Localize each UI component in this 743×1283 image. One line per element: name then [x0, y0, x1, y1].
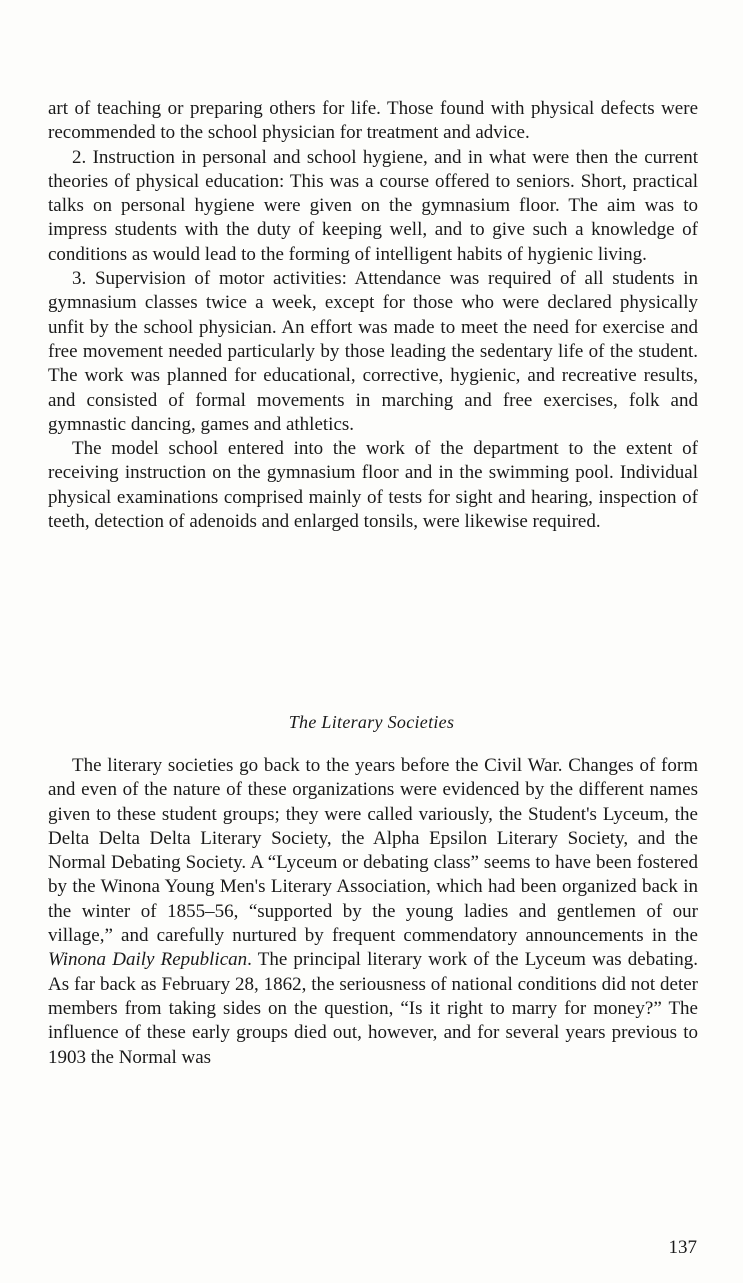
- literary-text-part-2: . The principal literary work of the Lyceum was debating. As far back as February 28, 1862, the seriousness of national conditions did not deter members from taking sides on the question, “Is it right to marry for money?” The influence of these early groups died out, however, and for several years previous to 1903 the Normal was: [48, 949, 698, 1068]
- newspaper-title: Winona Daily Republican: [48, 949, 248, 971]
- section-heading-literary-societies: The Literary Societies: [288, 712, 455, 732]
- literary-text-part-1: The literary societies go back to the years before the Civil War. Changes of form and even of the nature of these organizations were evidenced by the different names given to these student groups; they were called variously, the Student's Lyceum, the Delta Delta Delta Literary Society, the Alpha Epsilon Literary Society, and the Normal Debating Society. A “Lyceum or debating class” seems to have been fostered by the Winona Young Men's Literary Association, which had been organized back in the winter of 1855–56, “supported by the young ladies and gentlemen of our village,” and carefully nurtured by frequent commendatory announcements in the: [48, 755, 698, 947]
- physical-education-section: [48, 97, 698, 534]
- page-number: 137: [668, 1237, 697, 1258]
- paragraph-model-school: The model school entered into the work of the department to the extent of receiving instruction on the gymnasium floor and in the swimming pool. Individual physical examinations comprised mainly of tests for sight and hearing, inspection of teeth, detection of adenoids and enlarged tonsils, were likewise required.: [48, 438, 698, 533]
- paragraph-literary-societies: [48, 754, 698, 1070]
- paragraph-motor-activities: 3. Supervision of motor activities: Attendance was required of all students in gymnasium classes twice a week, except for those who were declared physically unfit by the school physician. An effort was made to meet the need for exercise and free movement needed particularly by those leading the sedentary life of the student. The work was planned for educational, corrective, hygienic, and recreative results, and consisted of formal movements in marching and free exercises, folk and gymnastic dancing, games and athletics.: [48, 268, 698, 435]
- paragraph-continuation: art of teaching or preparing others for life. Those found with physical defects were recommended to the school physician for treatment and advice.: [48, 98, 698, 144]
- paragraph-hygiene-instruction: 2. Instruction in personal and school hygiene, and in what were then the current theories of physical education: This was a course offered to seniors. Short, practical talks on personal hygiene were given on the gymnasium floor. The aim was to impress students with the duty of keeping well, and to give such a knowledge of conditions as would lead to the forming of intelligent habits of hygienic living.: [48, 146, 698, 265]
- literary-societies-section: [48, 754, 698, 1070]
